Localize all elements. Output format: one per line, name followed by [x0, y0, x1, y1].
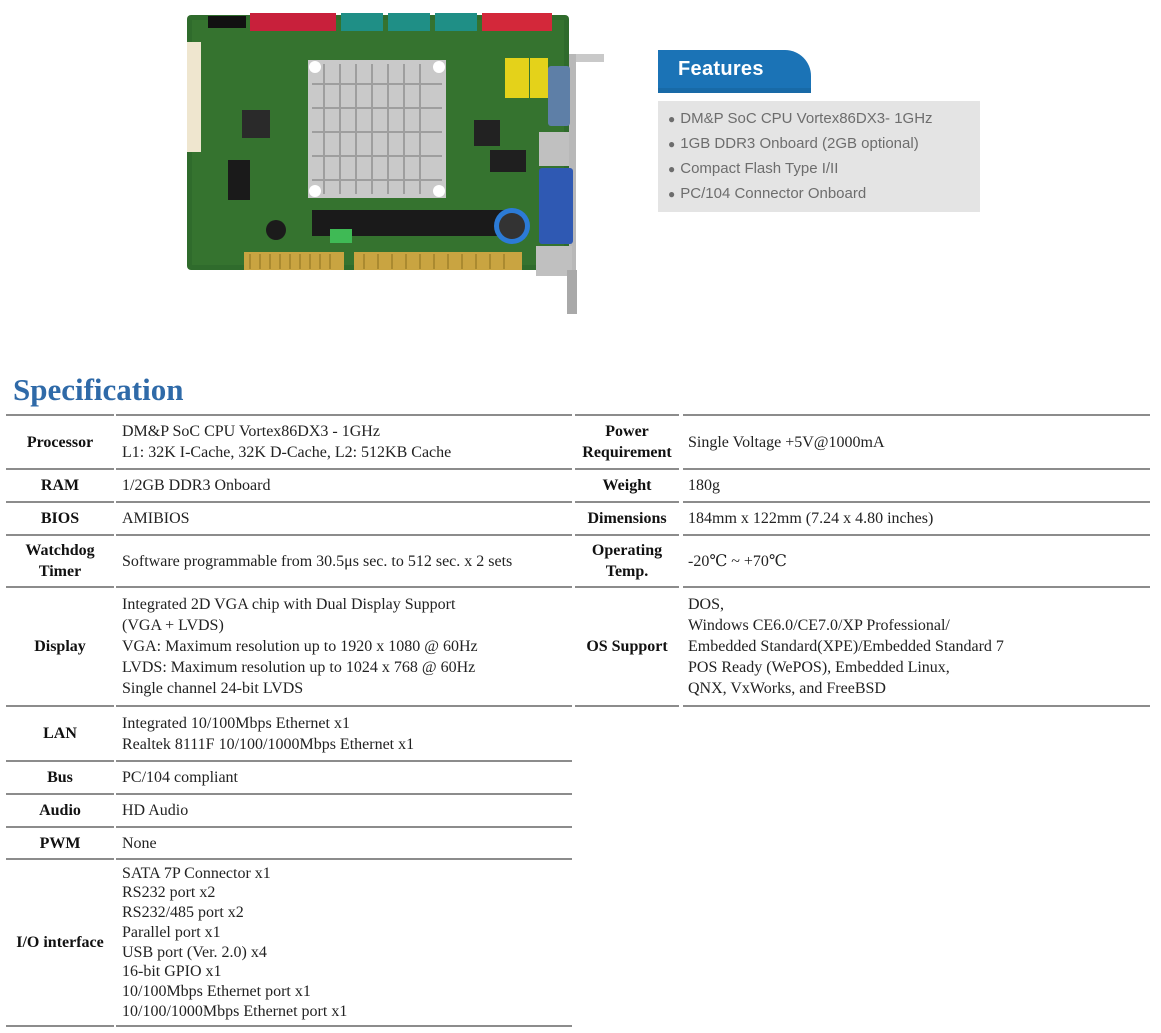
spec-row-temp — [575, 534, 1150, 586]
spec-label: Dimensions — [575, 501, 679, 534]
spec-label: Bus — [6, 760, 114, 793]
spec-label: Operating Temp. — [575, 534, 679, 586]
heatsink — [308, 60, 446, 198]
bracket-top — [576, 54, 604, 62]
specification-title: Specification — [13, 372, 184, 407]
spec-label: LAN — [6, 705, 114, 760]
spec-value: SATA 7P Connector x1 RS232 port x2 RS232/485 port x2 Parallel port x1 USB port (Ver. 2.0) x4 16-bit GPIO x1 10/100Mbps Ethernet port x1 10/100/1000Mbps Ethernet port x1 — [116, 858, 572, 1025]
feature-item: ● Compact Flash Type I/II — [668, 160, 839, 177]
spec-value: 184mm x 122mm (7.24 x 4.80 inches) — [683, 501, 1150, 534]
spec-value: Integrated 10/100Mbps Ethernet x1 Realtek 8111F 10/100/1000Mbps Ethernet x1 — [116, 705, 572, 760]
spec-row-lan — [6, 705, 572, 760]
spec-value: None — [116, 826, 572, 858]
spec-row-os — [575, 586, 1150, 705]
spec-label: Weight — [575, 468, 679, 501]
spec-row-processor — [6, 414, 572, 468]
bullet-icon: ● — [668, 112, 676, 126]
spec-row-audio — [6, 793, 572, 826]
spec-row-weight — [575, 468, 1150, 501]
table-bottom-rule — [6, 1025, 572, 1027]
spec-label: BIOS — [6, 501, 114, 534]
spec-label: PWM — [6, 826, 114, 858]
spec-label: Display — [6, 586, 114, 705]
spec-table-left — [6, 414, 572, 1027]
features-panel — [658, 50, 980, 212]
spec-row-io — [6, 858, 572, 1025]
side-connector — [187, 42, 201, 152]
spec-value: Software programmable from 30.5μs sec. to 512 sec. x 2 sets — [116, 534, 572, 586]
spec-row-bus — [6, 760, 572, 793]
serial-port — [548, 66, 570, 126]
product-board-image — [184, 12, 609, 317]
spec-label: Power Requirement — [575, 414, 679, 468]
gold-fingers — [244, 252, 344, 270]
bullet-icon: ● — [668, 137, 676, 151]
spec-row-ram — [6, 468, 572, 501]
vga-port — [539, 168, 573, 244]
bullet-icon: ● — [668, 162, 676, 176]
spec-value: HD Audio — [116, 793, 572, 826]
spec-value: DM&P SoC CPU Vortex86DX3 - 1GHz L1: 32K I-Cache, 32K D-Cache, L2: 512KB Cache — [116, 414, 572, 468]
spec-table-right — [575, 414, 1150, 707]
spec-value: 1/2GB DDR3 Onboard — [116, 468, 572, 501]
spec-value: PC/104 compliant — [116, 760, 572, 793]
spec-label: Audio — [6, 793, 114, 826]
spec-label: Watchdog Timer — [6, 534, 114, 586]
table-bottom-rule — [575, 705, 1150, 707]
spec-value: -20℃ ~ +70℃ — [683, 534, 1150, 586]
feature-item: ● 1GB DDR3 Onboard (2GB optional) — [668, 135, 919, 152]
features-list — [658, 101, 980, 212]
spec-label: I/O interface — [6, 858, 114, 1025]
spec-value: DOS, Windows CE6.0/CE7.0/XP Professional/ Embedded Standard(XPE)/Embedded Standard 7 POS Ready (WePOS), Embedded Linux, QNX, VxWorks, and FreeBSD — [683, 586, 1150, 705]
feature-item: ● DM&P SoC CPU Vortex86DX3- 1GHz — [668, 110, 933, 127]
spec-row-display — [6, 586, 572, 705]
spec-value: Integrated 2D VGA chip with Dual Display Support (VGA + LVDS) VGA: Maximum resolution up to 1920 x 1080 @ 60Hz LVDS: Maximum resolution up to 1024 x 768 @ 60Hz Single channel 24-bit LVDS — [116, 586, 572, 705]
features-title: Features — [658, 50, 811, 93]
spec-label: OS Support — [575, 586, 679, 705]
spec-row-bios — [6, 501, 572, 534]
spec-value: AMIBIOS — [116, 501, 572, 534]
spec-label: Processor — [6, 414, 114, 468]
spec-row-pwm — [6, 826, 572, 858]
spec-row-watchdog — [6, 534, 572, 586]
spec-value: Single Voltage +5V@1000mA — [683, 414, 1150, 468]
spec-row-dimensions — [575, 501, 1150, 534]
feature-item: ● PC/104 Connector Onboard — [668, 185, 867, 202]
spec-label: RAM — [6, 468, 114, 501]
board-graphic — [184, 12, 609, 317]
spec-row-power — [575, 414, 1150, 468]
bullet-icon: ● — [668, 187, 676, 201]
red-connector — [250, 13, 336, 31]
spec-value: 180g — [683, 468, 1150, 501]
